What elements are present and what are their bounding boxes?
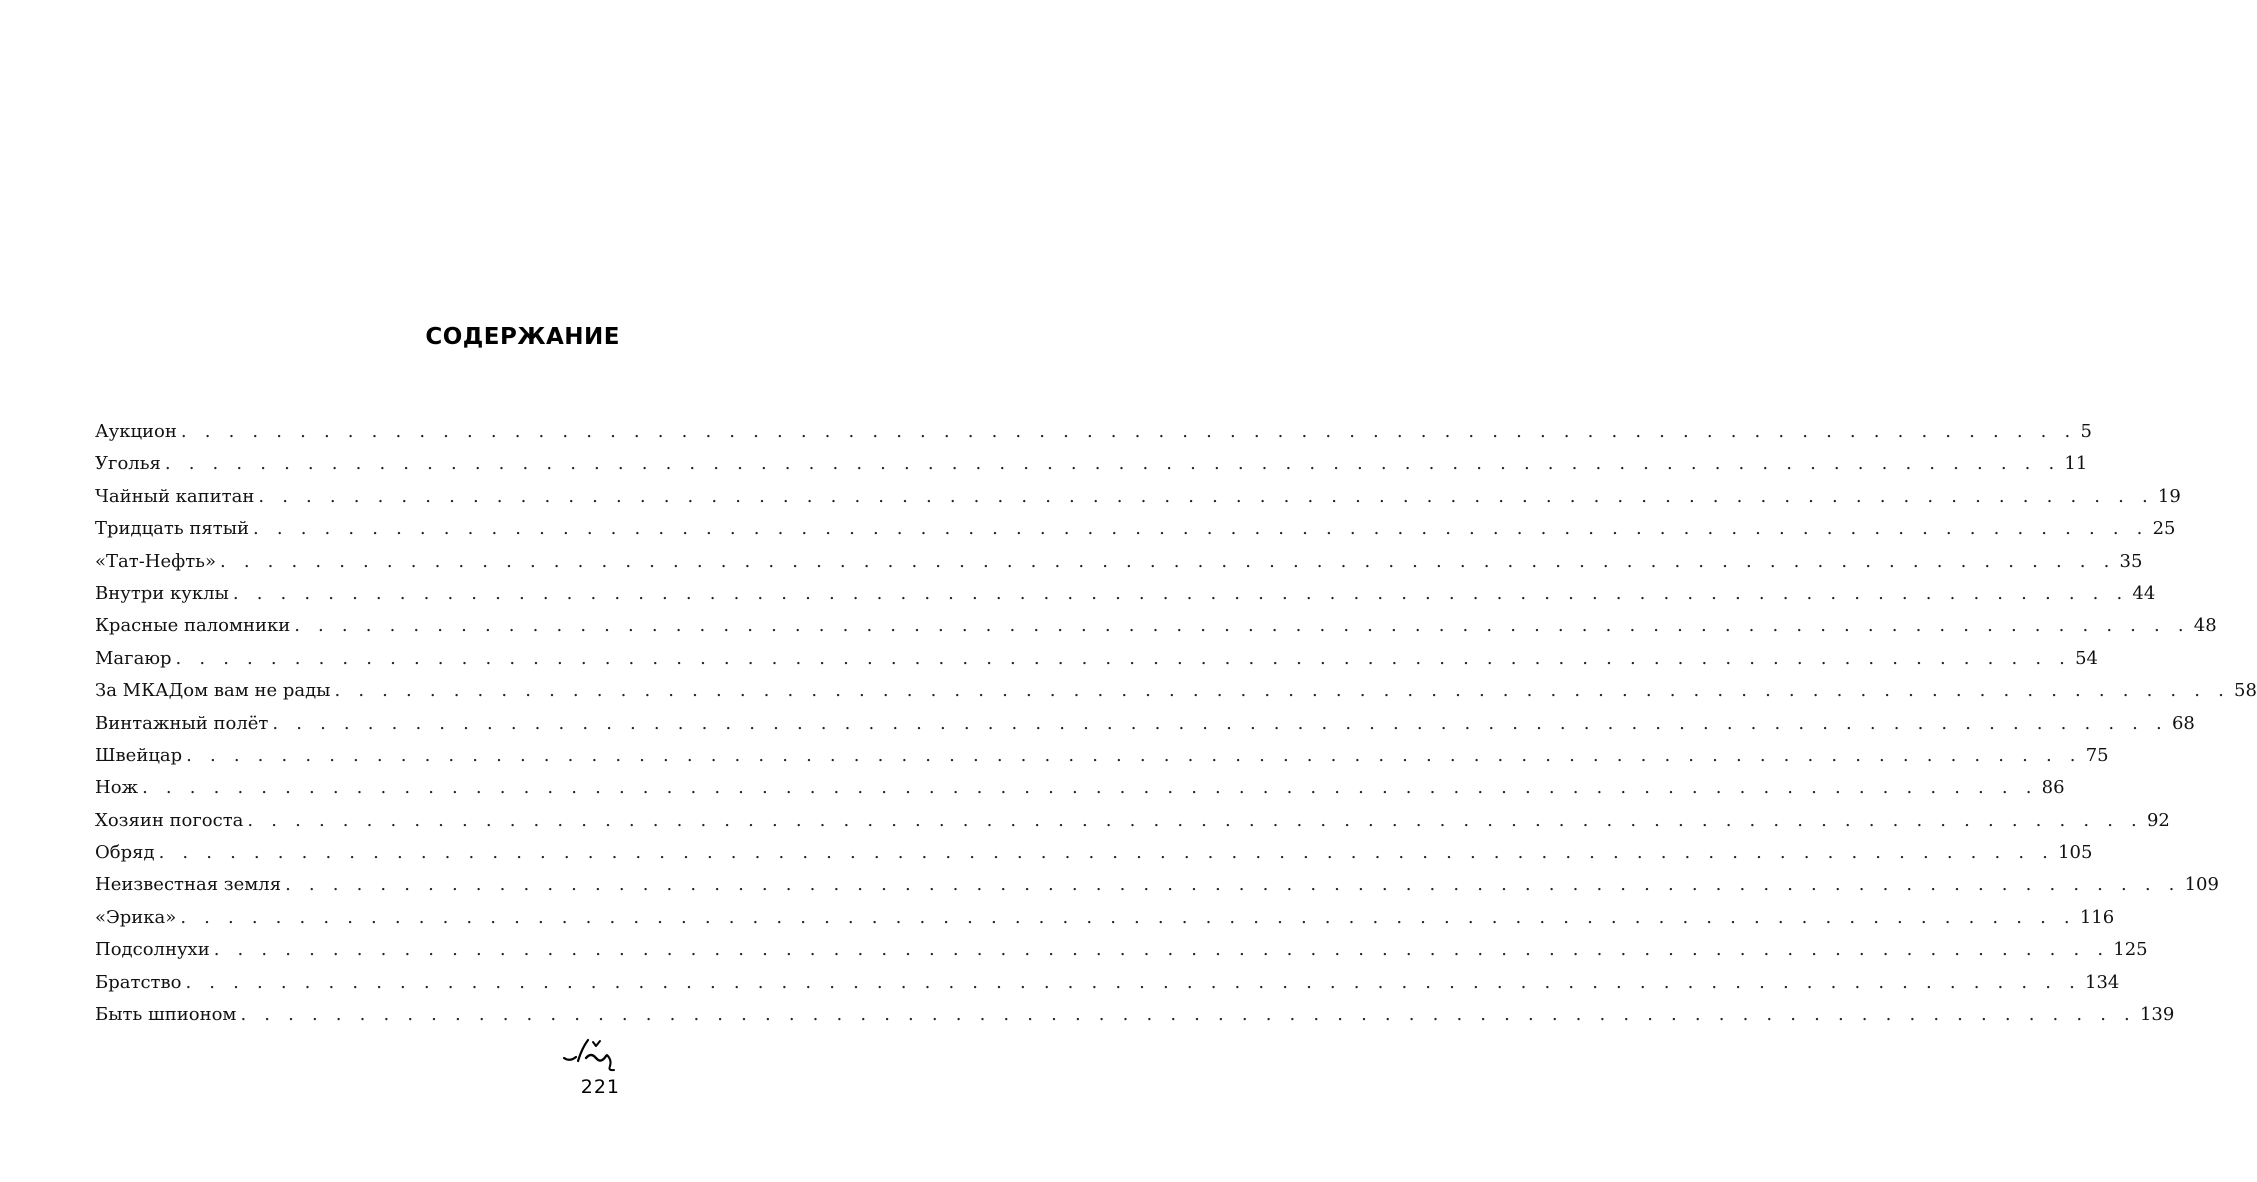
toc-entry-page: 48	[2193, 615, 2217, 637]
toc-entry-page: 116	[2079, 906, 2115, 928]
toc-entry-page: 11	[2064, 453, 2088, 475]
table-of-contents	[95, 416, 2257, 1031]
toc-entry-page: 92	[2146, 809, 2170, 831]
toc-entry	[95, 546, 2143, 578]
toc-entry-title: Хозяин погоста	[95, 809, 244, 831]
toc-dot-leader: . . . . . . . . . . . . . . . . . . . . . . . . . . . . . . . . . . . . . . . . . . . . . . . . . . . . . . . . . . . . . . . . . . . . . . . . . . . . . . . .	[253, 518, 2149, 540]
toc-entry-title: Неизвестная земля	[95, 874, 282, 896]
toc-dot-leader: . . . . . . . . . . . . . . . . . . . . . . . . . . . . . . . . . . . . . . . . . . . . . . . . . . . . . . . . . . . . . . . . . . . . . . . . . . . . . . . .	[175, 647, 2072, 669]
toc-entry-title: Тридцать пятый	[95, 518, 250, 540]
toc-entry-page: 58	[2234, 680, 2257, 702]
page-number: 221	[580, 1076, 620, 1098]
toc-dot-leader: . . . . . . . . . . . . . . . . . . . . . . . . . . . . . . . . . . . . . . . . . . . . . . . . . . . . . . . . . . . . . . . . . . . . . . . . . . . . . . . .	[285, 874, 2181, 896]
toc-entry	[95, 740, 2109, 772]
page-heading: СОДЕРЖАНИЕ	[425, 324, 620, 350]
toc-entry	[95, 869, 2219, 901]
toc-dot-leader: . . . . . . . . . . . . . . . . . . . . . . . . . . . . . . . . . . . . . . . . . . . . . . . . . . . . . . . . . . . . . . . . . . . . . . . . . . . . . . . .	[220, 550, 2116, 572]
toc-entry-title: Магаюр	[95, 647, 172, 669]
toc-entry	[95, 416, 2092, 448]
toc-entry	[95, 448, 2088, 480]
toc-dot-leader: . . . . . . . . . . . . . . . . . . . . . . . . . . . . . . . . . . . . . . . . . . . . . . . . . . . . . . . . . . . . . . . . . . . . . . . . . . . . . . . .	[186, 744, 2082, 766]
toc-dot-leader: . . . . . . . . . . . . . . . . . . . . . . . . . . . . . . . . . . . . . . . . . . . . . . . . . . . . . . . . . . . . . . . . . . . . . . . . . . . . . . . .	[180, 421, 2077, 442]
toc-dot-leader: . . . . . . . . . . . . . . . . . . . . . . . . . . . . . . . . . . . . . . . . . . . . . . . . . . . . . . . . . . . . . . . . . . . . . . . . . . . . . . . .	[180, 906, 2076, 928]
toc-dot-leader: . . . . . . . . . . . . . . . . . . . . . . . . . . . . . . . . . . . . . . . . . . . . . . . . . . . . . . . . . . . . . . . . . . . . . . . . . . . . . . . .	[247, 809, 2143, 831]
toc-dot-leader: . . . . . . . . . . . . . . . . . . . . . . . . . . . . . . . . . . . . . . . . . . . . . . . . . . . . . . . . . . . . . . . . . . . . . . . . . . . . . . . .	[232, 582, 2129, 604]
toc-entry-page: 109	[2184, 874, 2219, 896]
toc-entry-title: Уголья	[95, 453, 161, 475]
toc-entry-title: За МКАДом вам не рады	[95, 680, 331, 702]
toc-entry	[95, 805, 2170, 837]
toc-dot-leader: . . . . . . . . . . . . . . . . . . . . . . . . . . . . . . . . . . . . . . . . . . . . . . . . . . . . . . . . . . . . . . . . . . . . . . . . . . . . . . . .	[334, 680, 2231, 702]
toc-dot-leader: . . . . . . . . . . . . . . . . . . . . . . . . . . . . . . . . . . . . . . . . . . . . . . . . . . . . . . . . . . . . . . . . . . . . . . . . . . . . . . . .	[258, 485, 2154, 507]
toc-entry-page: 5	[2080, 421, 2092, 442]
toc-entry-title: Аукцион	[95, 421, 177, 442]
toc-dot-leader: . . . . . . . . . . . . . . . . . . . . . . . . . . . . . . . . . . . . . . . . . . . . . . . . . . . . . . . . . . . . . . . . . . . . . . . . . . . . . . . .	[272, 712, 2168, 734]
toc-dot-leader: . . . . . . . . . . . . . . . . . . . . . . . . . . . . . . . . . . . . . . . . . . . . . . . . . . . . . . . . . . . . . . . . . . . . . . . . . . . . . . . .	[158, 842, 2055, 864]
toc-entry-title: Винтажный полёт	[95, 712, 269, 734]
toc-entry-page: 44	[2132, 582, 2156, 604]
toc-entry-page: 75	[2085, 744, 2109, 766]
toc-entry-title: Обряд	[95, 842, 155, 864]
toc-entry	[95, 772, 2065, 804]
toc-entry-title: «Эрика»	[95, 906, 177, 928]
toc-dot-leader: . . . . . . . . . . . . . . . . . . . . . . . . . . . . . . . . . . . . . . . . . . . . . . . . . . . . . . . . . . . . . . . . . . . . . . . . . . . . . . . .	[294, 615, 2190, 637]
toc-entry	[95, 708, 2195, 740]
toc-entry-title: «Тат-Нефть»	[95, 550, 216, 572]
bird-flourish-icon	[560, 1036, 620, 1074]
toc-entry-title: Братство	[95, 971, 182, 993]
toc-entry-page: 105	[2058, 842, 2093, 864]
toc-entry-page: 68	[2171, 712, 2195, 734]
toc-entry-title: Нож	[95, 777, 139, 799]
toc-entry-page: 86	[2041, 777, 2065, 799]
toc-dot-leader: . . . . . . . . . . . . . . . . . . . . . . . . . . . . . . . . . . . . . . . . . . . . . . . . . . . . . . . . . . . . . . . . . . . . . . . . . . . . . . . .	[185, 971, 2081, 993]
toc-entry	[95, 643, 2098, 675]
toc-entry-page: 25	[2152, 518, 2176, 540]
toc-entry	[95, 513, 2176, 545]
toc-entry-page: 139	[2139, 1004, 2175, 1026]
toc-entry-page: 19	[2157, 485, 2181, 507]
toc-entry-page: 54	[2075, 647, 2098, 669]
toc-entry-title: Чайный капитан	[95, 485, 255, 507]
toc-entry	[95, 610, 2217, 642]
toc-dot-leader: . . . . . . . . . . . . . . . . . . . . . . . . . . . . . . . . . . . . . . . . . . . . . . . . . . . . . . . . . . . . . . . . . . . . . . . . . . . . . . . .	[240, 1004, 2136, 1026]
toc-entry-title: Красные паломники	[95, 615, 291, 637]
toc-entry-page: 125	[2113, 939, 2148, 961]
toc-entry-page: 134	[2085, 971, 2120, 993]
toc-entry-title: Швейцар	[95, 744, 183, 766]
toc-dot-leader: . . . . . . . . . . . . . . . . . . . . . . . . . . . . . . . . . . . . . . . . . . . . . . . . . . . . . . . . . . . . . . . . . . . . . . . . . . . . . . . .	[142, 777, 2038, 799]
toc-entry	[95, 481, 2181, 513]
toc-entry-title: Подсолнухи	[95, 939, 210, 961]
toc-entry	[95, 934, 2148, 966]
toc-entry	[95, 999, 2175, 1031]
toc-dot-leader: . . . . . . . . . . . . . . . . . . . . . . . . . . . . . . . . . . . . . . . . . . . . . . . . . . . . . . . . . . . . . . . . . . . . . . . . . . . . . . . .	[213, 939, 2110, 961]
toc-entry	[95, 578, 2156, 610]
toc-entry-title: Внутри куклы	[95, 582, 229, 604]
toc-entry	[95, 902, 2115, 934]
toc-entry	[95, 967, 2120, 999]
toc-entry-title: Быть шпионом	[95, 1004, 237, 1026]
toc-dot-leader: . . . . . . . . . . . . . . . . . . . . . . . . . . . . . . . . . . . . . . . . . . . . . . . . . . . . . . . . . . . . . . . . . . . . . . . . . . . . . . . .	[164, 453, 2061, 475]
toc-entry	[95, 675, 2257, 707]
toc-entry-page: 35	[2119, 550, 2143, 572]
toc-entry	[95, 837, 2093, 869]
